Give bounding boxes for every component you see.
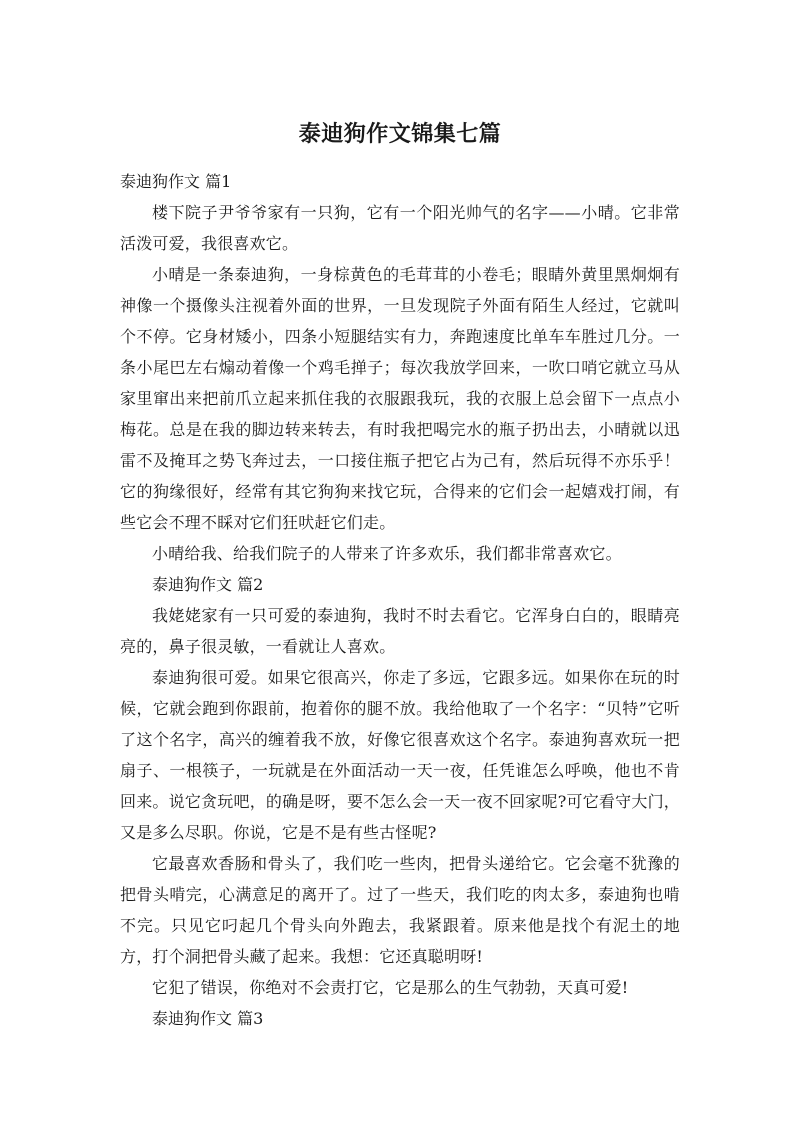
document-title: 泰迪狗作文锦集七篇 bbox=[298, 122, 502, 147]
section-heading: 泰迪狗作文 篇2 bbox=[152, 575, 264, 594]
paragraph: 它犯了错误，你绝对不会责打它，它是那么的生气勃勃，天真可爱! bbox=[152, 978, 629, 997]
paragraph: 它最喜欢香肠和骨头了，我们吃一些肉，把骨头递给它。它会毫不犹豫的把骨头啃完，心满意足的离开了。过了一些天，我们吃的肉太多，泰迪狗也啃不完。只见它叼起几个骨头向外跑去，我紧跟着。原来他是找个有泥土的地方，打个洞把骨头藏了起来。我想：它还真聪明呀! bbox=[120, 854, 680, 966]
paragraph: 我姥姥家有一只可爱的泰迪狗，我时不时去看它。它浑身白白的，眼睛亮亮的，鼻子很灵敏，一看就让人喜欢。 bbox=[120, 606, 680, 656]
paragraph: 泰迪狗很可爱。如果它很高兴，你走了多远，它跟多远。如果你在玩的时候，它就会跑到你跟前，抱着你的腿不放。我给他取了一个名字：“贝特”它听了这个名字，高兴的缠着我不放，好像它很喜欢这个名字。泰迪狗喜欢玩一把扇子、一根筷子，一玩就是在外面活动一天一夜，任凭谁怎么呼唤，他也不肯回来。说它贪玩吧，的确是呀，要不怎么会一天一夜不回家呢?可它看守大门，又是多么尽职。你说，它是不是有些古怪呢? bbox=[120, 668, 680, 842]
section-heading: 泰迪狗作文 篇3 bbox=[152, 1009, 264, 1028]
paragraph: 小晴是一条泰迪狗，一身棕黄色的毛茸茸的小卷毛；眼睛外黄里黑炯炯有神像一个摄像头注视着外面的世界，一旦发现院子外面有陌生人经过，它就叫个不停。它身材矮小，四条小短腿结实有力，奔跑速度比单车车胜过几分。一条小尾巴左右煽动着像一个鸡毛掸子；每次我放学回来，一吹口哨它就立马从家里窜出来把前爪立起来抓住我的衣服跟我玩，我的衣服上总会留下一点点小梅花。总是在我的脚边转来转去，有时我把喝完水的瓶子扔出去，小晴就以迅雷不及掩耳之势飞奔过去，一口接住瓶子把它占为己有，然后玩得不亦乐乎！它的狗缘很好，经常有其它狗狗来找它玩，合得来的它们会一起嬉戏打闹，有些它会不理不睬对它们狂吠赶它们走。 bbox=[120, 265, 680, 532]
paragraph: 小晴给我、给我们院子的人带来了许多欢乐，我们都非常喜欢它。 bbox=[152, 544, 622, 563]
document-page bbox=[120, 118, 680, 1034]
section-heading: 泰迪狗作文 篇1 bbox=[120, 172, 232, 191]
paragraph: 楼下院子尹爷爷家有一只狗，它有一个阳光帅气的名字——小晴。它非常活泼可爱，我很喜欢它。 bbox=[120, 203, 680, 253]
